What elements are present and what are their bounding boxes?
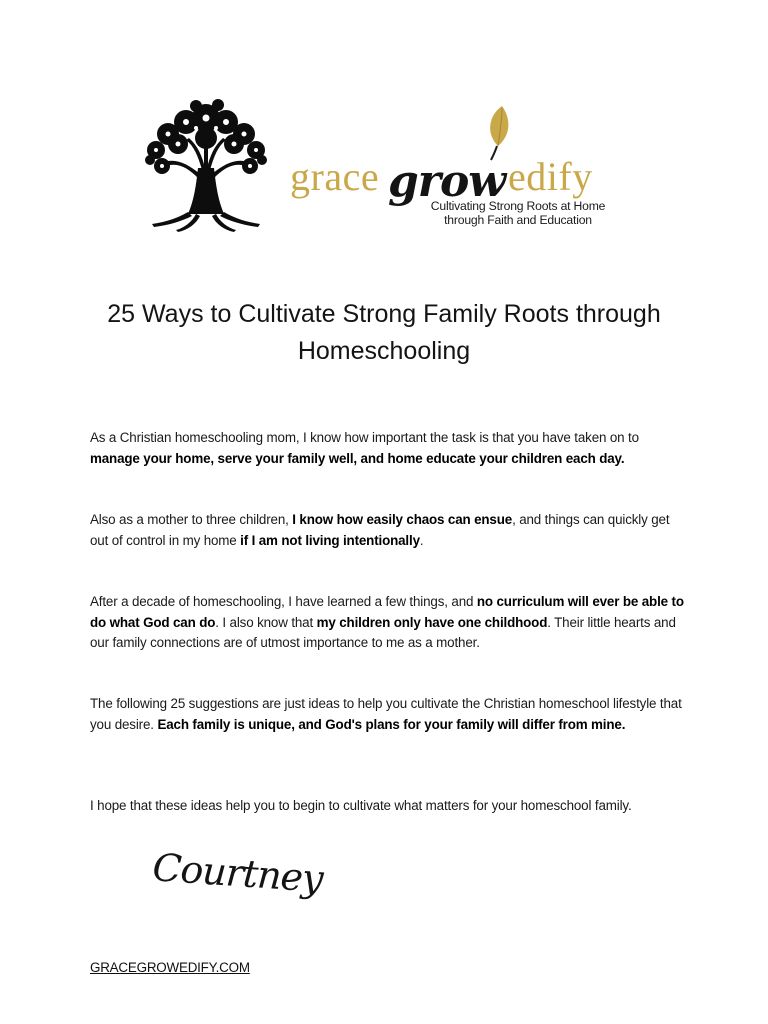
brand-word-edify: edify: [508, 154, 593, 199]
intro-paragraph-4: [90, 694, 690, 735]
bold-text-run: my children only have one childhood: [316, 614, 548, 630]
text-run: . I also know that: [215, 614, 317, 630]
text-run: The following 25 suggestions are just ideas to help you cultivate the Christian homeschool lifestyle that you desire.: [90, 696, 682, 732]
signature-text: Courtney: [151, 845, 325, 901]
brand-tagline: [418, 199, 618, 227]
intro-paragraph-5: [90, 796, 690, 817]
gold-leaf-icon: [490, 106, 508, 160]
bold-text-run: no curriculum will ever be able to do what God can do: [90, 594, 684, 630]
bold-text-run: I know how easily chaos can ensue: [292, 512, 513, 527]
brand-word-grace: grace: [290, 154, 380, 199]
intro-paragraph-3: [90, 592, 690, 654]
bold-text-run: manage your home, serve your family well, and home educate your children each day.: [90, 450, 625, 466]
document-title: [60, 296, 708, 370]
title-line-2: Homeschooling: [297, 337, 471, 365]
website-link[interactable]: GRACEGROWEDIFY.COM: [90, 960, 250, 975]
text-run: . Their little hearts and our family connections are of utmost importance to me as a mother.: [90, 614, 676, 650]
text-run: .: [419, 532, 424, 548]
signature: [148, 838, 325, 910]
tagline-line-1: Cultivating Strong Roots at Home: [430, 199, 606, 213]
intro-paragraph-1: [90, 428, 690, 469]
intro-paragraph-2: [90, 510, 690, 551]
tagline-line-2: through Faith and Education: [444, 213, 592, 227]
title-line-1: 25 Ways to Cultivate Strong Family Roots through: [107, 300, 661, 328]
text-run: I hope that these ideas help you to begin to cultivate what matters for your homeschool family.: [90, 798, 632, 813]
text-run: As a Christian homeschooling mom, I know how important the task is that you have taken on to: [90, 430, 639, 445]
bold-text-run: Each family is unique, and God's plans for your family will differ from mine.: [157, 716, 626, 732]
text-run: Also as a mother to three children,: [90, 512, 293, 527]
bold-text-run: if I am not living intentionally: [240, 532, 420, 548]
text-run: , and things can quickly get out of control in my home: [90, 512, 670, 548]
text-run: After a decade of homeschooling, I have learned a few things, and: [90, 594, 477, 609]
tree-logo-icon: [138, 96, 274, 234]
brand-word-grow: grow: [388, 156, 506, 207]
